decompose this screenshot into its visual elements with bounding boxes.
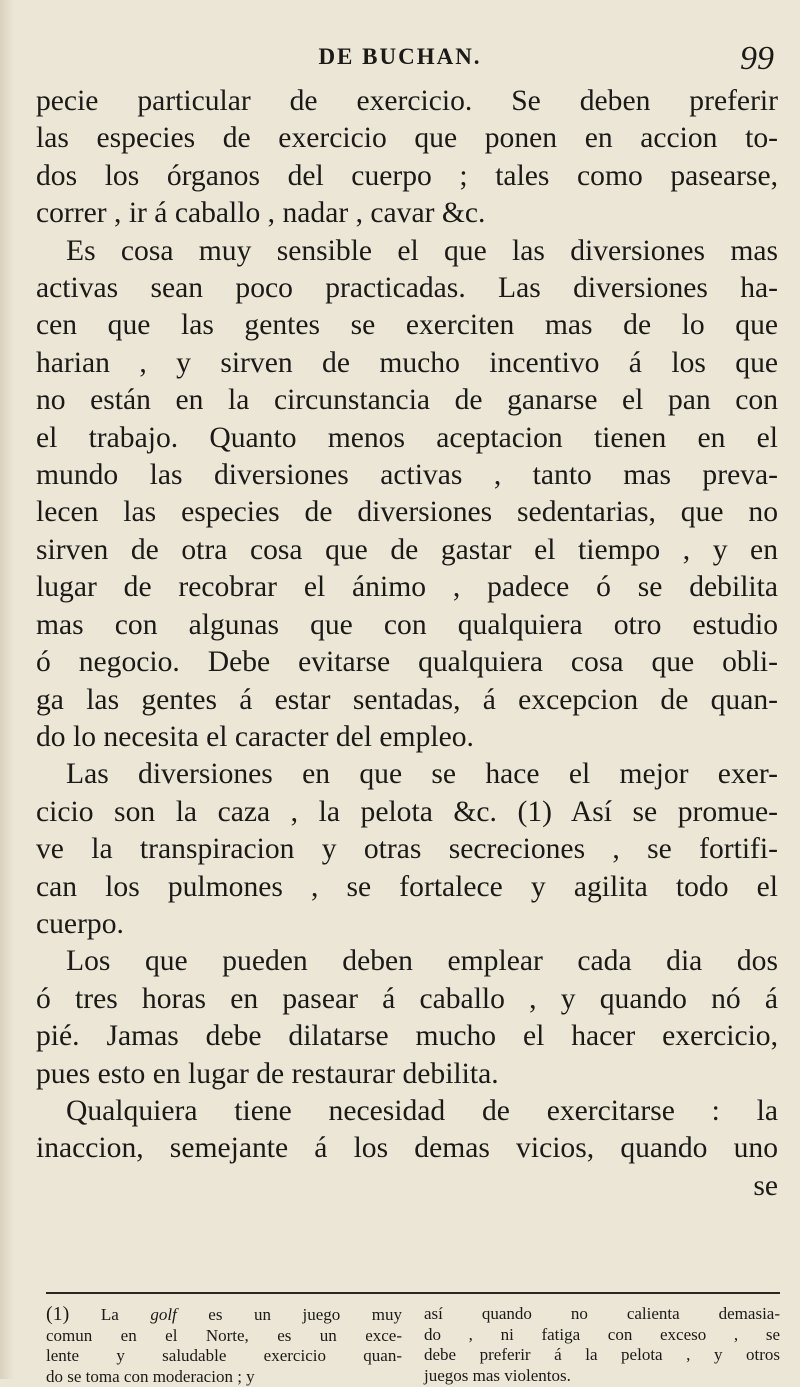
footnote-italic-word: golf bbox=[150, 1305, 177, 1324]
footnote-column-left bbox=[46, 1304, 402, 1387]
text-line: do lo necesita el caracter del empleo. bbox=[36, 720, 474, 753]
text-line: ó negocio. Debe evitarse qualquiera cosa que obli- bbox=[36, 646, 778, 679]
text-line: ga las gentes á estar sentadas, á excepcion de quan- bbox=[36, 683, 778, 716]
text-line: lugar de recobrar el ánimo , padece ó se debilita bbox=[36, 571, 778, 604]
text-line: mas con algunas que con qualquiera otro estudio bbox=[36, 608, 778, 641]
paragraph-1 bbox=[36, 83, 778, 233]
footnote-marker: (1) bbox=[46, 1303, 70, 1325]
text-line: dos los órganos del cuerpo ; tales como pasearse, bbox=[36, 159, 778, 192]
footnote-line: así quando no calienta demasia- bbox=[424, 1304, 780, 1323]
footnote-line: debe preferir á la pelota , y otros bbox=[424, 1345, 780, 1365]
text-line: Qualquiera tiene necesidad de exercitarse : la bbox=[66, 1094, 778, 1127]
text-line: pecie particular de exercicio. Se deben preferir bbox=[36, 85, 778, 117]
text-line: sirven de otra cosa que de gastar el tiempo , y en bbox=[36, 533, 778, 566]
footnote-line: juegos mas violentos. bbox=[424, 1365, 571, 1385]
running-title: DE BUCHAN. bbox=[318, 44, 482, 69]
paragraph-3 bbox=[36, 756, 778, 943]
text-line: ve la transpiracion y otras secreciones , se fortifi- bbox=[36, 833, 778, 866]
text-line: no están en la circunstancia de ganarse el pan con bbox=[36, 384, 778, 417]
running-head bbox=[0, 40, 800, 80]
text-line: correr , ir á caballo , nadar , cavar &c. bbox=[36, 197, 486, 230]
text-line: Es cosa muy sensible el que las diversiones mas bbox=[66, 234, 778, 267]
footnote bbox=[46, 1304, 780, 1387]
footnote-line: do se toma con moderacion ; y bbox=[46, 1366, 255, 1386]
body-text bbox=[36, 83, 778, 1205]
text-line: harian , y sirven de mucho incentivo á los que bbox=[36, 346, 778, 379]
footnote-line: (1) La golf es un juego muy bbox=[46, 1303, 403, 1325]
text-line: ó tres horas en pasear á caballo , y quando nó á bbox=[36, 982, 778, 1015]
text-line: cicio son la caza , la pelota &c. (1) Así se promue- bbox=[36, 795, 778, 828]
text-line: Las diversiones en que se hace el mejor exer- bbox=[66, 758, 778, 791]
text-line: activas sean poco practicadas. Las diversiones ha- bbox=[36, 272, 778, 305]
page-number: 99 bbox=[740, 40, 774, 77]
paragraph-2 bbox=[36, 233, 778, 757]
text-line: inaccion, semejante á los demas vicios, quando uno bbox=[36, 1132, 778, 1165]
text-line: pues esto en lugar de restaurar debilita. bbox=[36, 1057, 499, 1090]
page-gutter-shadow bbox=[0, 0, 14, 1379]
text-line: lecen las especies de diversiones sedentarias, que no bbox=[36, 496, 778, 529]
footnote-line: do , ni fatiga con exceso , se bbox=[424, 1324, 780, 1344]
footnote-rule bbox=[46, 1292, 780, 1294]
footnote-line: lente y saludable exercicio quan- bbox=[46, 1346, 402, 1366]
paragraph-4 bbox=[36, 943, 778, 1093]
catchword: se bbox=[753, 1169, 778, 1202]
text-line: cen que las gentes se exerciten mas de lo que bbox=[36, 309, 778, 342]
text-line: las especies de exercicio que ponen en accion to- bbox=[36, 122, 778, 155]
text-line: el trabajo. Quanto menos aceptacion tienen en el bbox=[36, 421, 778, 454]
footnote-column-right bbox=[424, 1304, 780, 1387]
text-line: can los pulmones , se fortalece y agilita todo el bbox=[36, 870, 778, 903]
text-line: mundo las diversiones activas , tanto mas preva- bbox=[36, 459, 778, 492]
text-line: cuerpo. bbox=[36, 907, 124, 940]
footnote-line: comun en el Norte, es un exce- bbox=[46, 1325, 402, 1345]
text-line: pié. Jamas debe dilatarse mucho el hacer exercicio, bbox=[36, 1020, 778, 1053]
text-line: Los que pueden deben emplear cada dia dos bbox=[66, 945, 778, 978]
paragraph-5 bbox=[36, 1093, 778, 1205]
